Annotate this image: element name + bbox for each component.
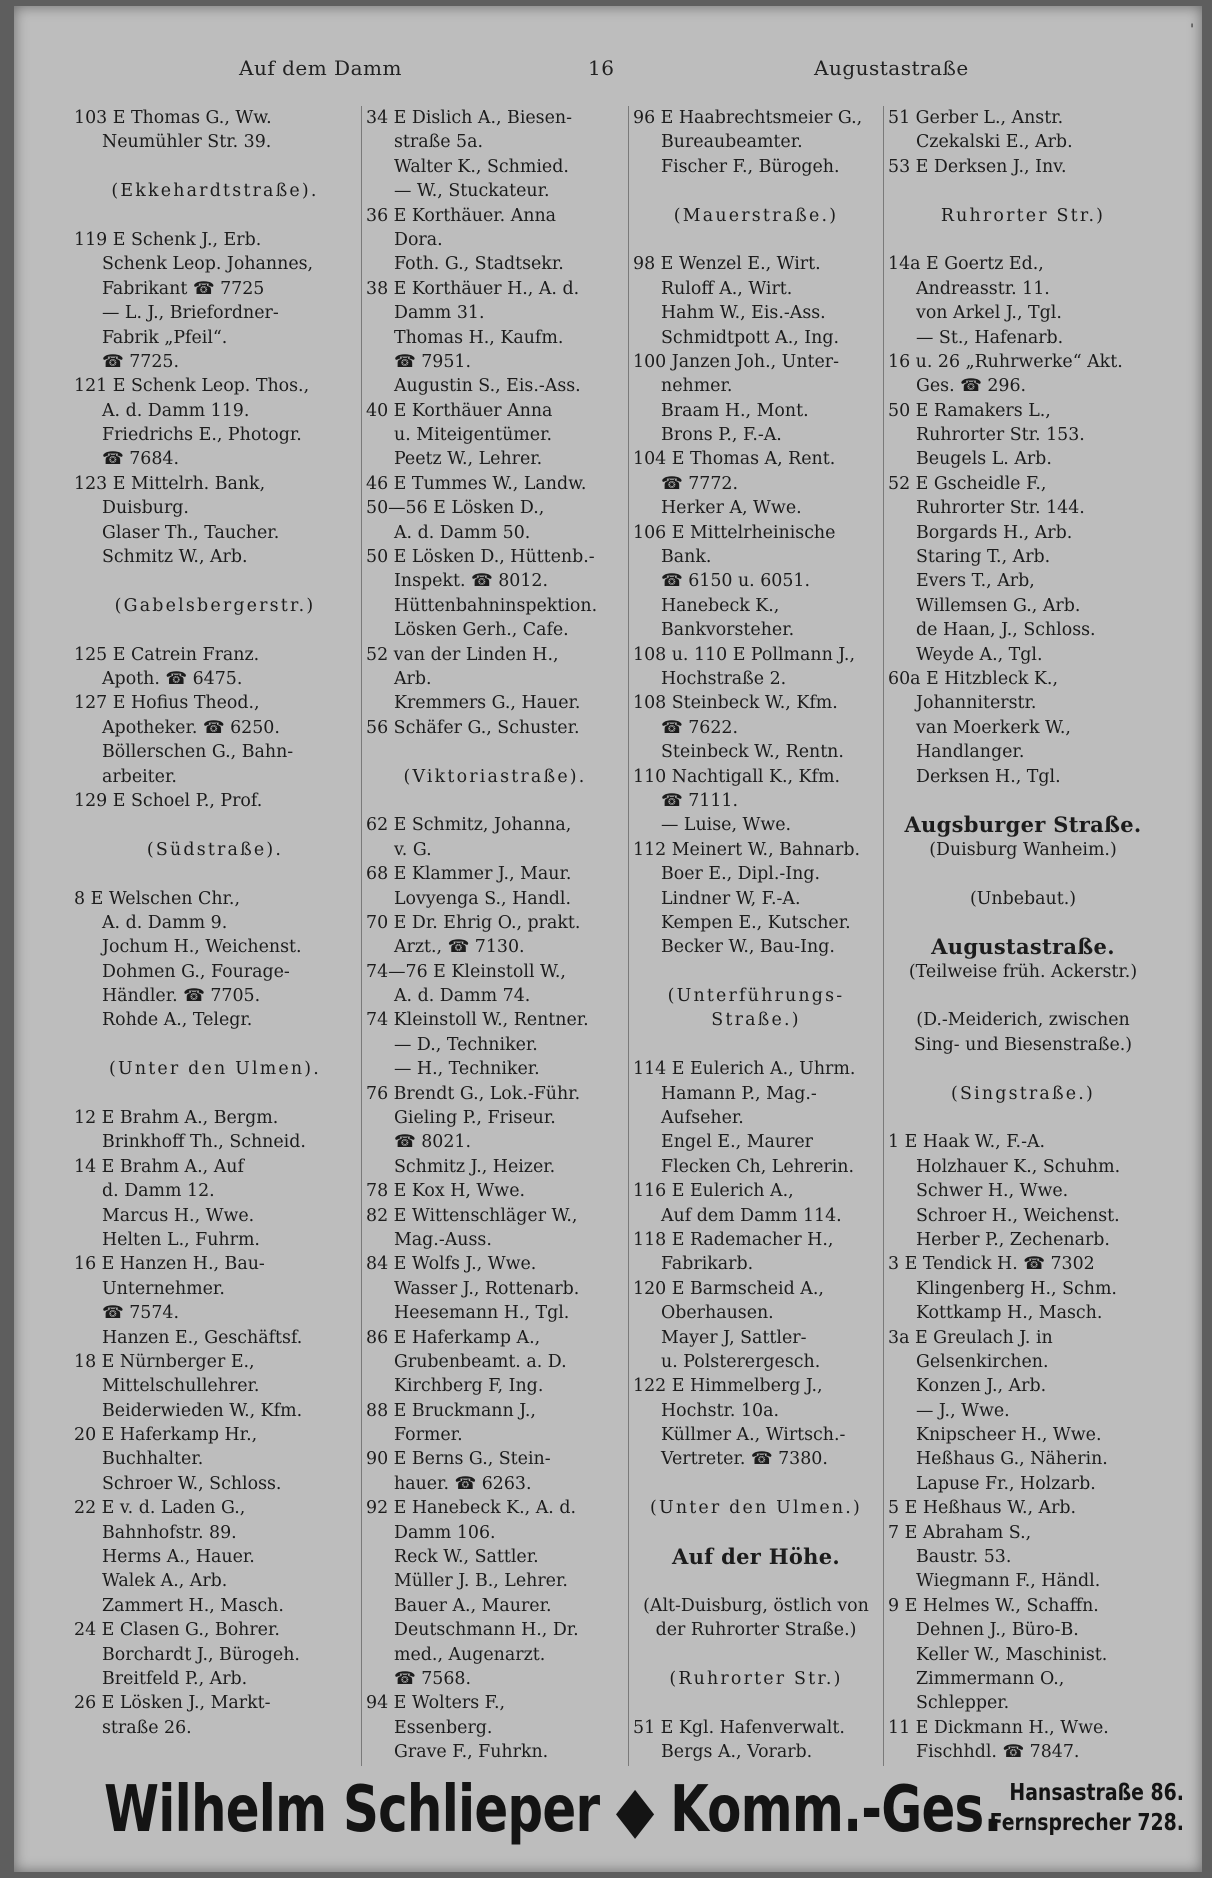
spacer	[633, 179, 879, 203]
entry-line: 70 E Dr. Ehrig O., prakt.	[366, 912, 581, 933]
entry-line: Kempen E., Kutscher.	[661, 912, 851, 933]
spacer	[888, 911, 1158, 935]
entry-line: Vertreter. ☎ 7380.	[661, 1449, 828, 1470]
entry-line: Hahm W., Eis.-Ass.	[661, 303, 826, 324]
entry-line: — St., Hafenarb.	[916, 327, 1064, 348]
entry-line: 14a E Goertz Ed.,	[888, 254, 1044, 275]
entry-line: ☎ 7725.	[102, 351, 179, 372]
column-2	[366, 106, 624, 1766]
entry-line: Kremmers G., Hauer.	[394, 693, 581, 714]
entry-line: Hüttenbahninspektion.	[394, 595, 598, 616]
entry-line: Damm 31.	[394, 303, 485, 324]
entry-line: A. d. Damm 119.	[102, 400, 250, 421]
entry-line: Grave F., Fuhrkn.	[394, 1742, 549, 1763]
entry-line: 53 E Derksen J., Inv.	[888, 156, 1067, 177]
entry-line: nehmer.	[661, 376, 733, 397]
entry-line: 50—56 E Lösken D.,	[366, 498, 545, 519]
entry-line: 123 E Mittelrh. Bank,	[74, 473, 266, 494]
entry-line: Borchardt J., Bürogeh.	[102, 1644, 300, 1665]
entry-line: 60a E Hitzbleck K.,	[888, 668, 1058, 689]
spacer	[633, 1033, 879, 1057]
entry-line: Müller J. B., Lehrer.	[394, 1571, 568, 1592]
cross-street-heading: (Unter den Ulmen).	[108, 1059, 322, 1080]
entry-line: 108 u. 110 E Pollmann J.,	[633, 644, 855, 665]
entry-line: Lindner W, F.-A.	[661, 888, 801, 909]
entry-line: Walek A., Arb.	[102, 1571, 228, 1592]
street-note: (Alt-Duisburg, östlich von	[643, 1595, 869, 1616]
entry-line: A. d. Damm 9.	[102, 912, 228, 933]
entry-line: Wiegmann F., Händl.	[916, 1571, 1101, 1592]
entry-line: 74 Kleinstoll W., Rentner.	[366, 1010, 589, 1031]
entry-line: Former.	[394, 1425, 463, 1446]
entry-line: Ges. ☎ 296.	[916, 376, 1027, 397]
entry-line: Oberhausen.	[661, 1303, 774, 1324]
entry-line: ☎ 7574.	[102, 1303, 179, 1324]
entry-line: Duisburg.	[102, 498, 189, 519]
entry-line: Schmitz W., Arb.	[102, 547, 248, 568]
street-note: (Teilweise früh. Ackerstr.)	[908, 961, 1138, 982]
street-title: Augustastraße.	[931, 934, 1115, 960]
spacer	[888, 1057, 1158, 1081]
entry-line: ☎ 7772.	[661, 473, 738, 494]
entry-line: 52 van der Linden H.,	[366, 644, 559, 665]
column-divider	[628, 106, 629, 1766]
entry-line: Thomas H., Kaufm.	[394, 327, 564, 348]
entry-line: 24 E Clasen G., Bohrer.	[74, 1620, 280, 1641]
entry-line: Fabrikant ☎ 7725	[102, 278, 265, 299]
entry-line: 18 E Nürnberger E.,	[74, 1351, 255, 1372]
cross-street-heading: (Gabelsbergerstr.)	[114, 595, 316, 616]
entry-line: Czekalski E., Arb.	[916, 132, 1073, 153]
entry-line: Mittelschullehrer.	[102, 1376, 260, 1397]
entry-line: 100 Janzen Joh., Unter-	[633, 351, 839, 372]
cross-street-heading: Straße.)	[711, 1010, 801, 1031]
entry-line: Grubenbeamt. a. D.	[394, 1351, 567, 1372]
entry-line: 3a E Greulach J. in	[888, 1327, 1053, 1348]
column-3	[633, 106, 879, 1766]
entry-line: Heesemann H., Tgl.	[394, 1303, 570, 1324]
entry-line: Keller W., Maschinist.	[916, 1644, 1108, 1665]
entry-line: 78 E Kox H, Wwe.	[366, 1181, 526, 1202]
entry-line: Zammert H., Masch.	[102, 1595, 284, 1616]
entry-line: Konzen J., Arb.	[916, 1376, 1047, 1397]
corner-mark: '	[1190, 22, 1194, 38]
entry-line: 127 E Hofius Theod.,	[74, 693, 260, 714]
entry-line: 103 E Thomas G., Ww.	[74, 108, 272, 128]
spacer	[633, 1643, 879, 1667]
entry-line: 122 E Himmelberg J.,	[633, 1376, 823, 1397]
entry-line: u. Miteigentümer.	[394, 425, 552, 446]
entry-line: A. d. Damm 50.	[394, 522, 531, 543]
entry-line: ☎ 8021.	[394, 1132, 471, 1153]
street-note: Sing- und Biesenstraße.)	[913, 1034, 1133, 1055]
entry-line: Dora.	[394, 229, 443, 250]
entry-line: Brinkhoff Th., Schneid.	[102, 1132, 306, 1153]
entry-line: Evers T., Arb,	[916, 571, 1035, 592]
entry-line: van Moerkerk W.,	[916, 717, 1071, 738]
entry-line: Gelsenkirchen.	[916, 1351, 1049, 1372]
entry-line: 121 E Schenk Leop. Thos.,	[74, 376, 310, 397]
spacer	[74, 569, 356, 593]
entry-line: Herker A, Wwe.	[661, 498, 802, 519]
cross-street-heading: Ruhrorter Str.)	[940, 205, 1106, 226]
entry-line: Hochstr. 10a.	[661, 1400, 779, 1421]
entry-line: 118 E Rademacher H.,	[633, 1229, 834, 1250]
entry-line: Johanniterstr.	[916, 693, 1037, 714]
entry-line: d. Damm 12.	[102, 1181, 215, 1202]
spacer	[74, 1740, 356, 1764]
entry-line: 26 E Lösken J., Markt-	[74, 1693, 271, 1714]
entry-line: Becker W., Bau-Ing.	[661, 937, 835, 958]
entry-line: Jochum H., Weichenst.	[102, 937, 302, 958]
entry-line: straße 26.	[102, 1717, 192, 1738]
entry-line: 82 E Wittenschläger W.,	[366, 1205, 578, 1226]
entry-line: 5 E Heßhaus W., Arb.	[888, 1498, 1077, 1519]
spacer	[366, 740, 624, 764]
spacer	[74, 204, 356, 228]
entry-line: Beugels L. Arb.	[916, 449, 1052, 470]
cross-street-heading: (Singstraße.)	[950, 1083, 1095, 1104]
entry-line: straße 5a.	[394, 132, 483, 153]
entry-line: 34 E Dislich A., Biesen-	[366, 108, 572, 128]
entry-line: 110 Nachtigall K., Kfm.	[633, 766, 840, 787]
advertisement	[104, 1774, 1184, 1848]
advertiser-name: Wilhelm Schlieper ◆ Komm.-Ges.	[104, 1773, 1002, 1847]
entry-line: Marcus H., Wwe.	[102, 1205, 255, 1226]
entry-line: Engel E., Maurer	[661, 1132, 813, 1153]
entry-line: Bahnhofstr. 89.	[102, 1522, 237, 1543]
entry-line: Handlanger.	[916, 742, 1025, 763]
entry-line: Foth. G., Stadtsekr.	[394, 254, 564, 275]
cross-street-heading: (Mauerstraße.)	[673, 205, 839, 226]
entry-line: Herms A., Hauer.	[102, 1547, 255, 1568]
entry-line: 46 E Tummes W., Landw.	[366, 473, 587, 494]
entry-line: Arzt., ☎ 7130.	[394, 937, 525, 958]
entry-line: 40 E Korthäuer Anna	[366, 400, 553, 421]
entry-line: hauer. ☎ 6263.	[394, 1473, 532, 1494]
entry-line: 12 E Brahm A., Bergm.	[74, 1108, 279, 1129]
entry-line: 16 u. 26 „Ruhrwerke“ Akt.	[888, 351, 1123, 372]
entry-line: Apoth. ☎ 6475.	[102, 668, 243, 689]
entry-line: Fischhdl. ☎ 7847.	[916, 1742, 1080, 1763]
cross-street-heading: (Südstraße).	[146, 839, 284, 860]
entry-line: Steinbeck W., Rentn.	[661, 742, 844, 763]
entry-line: — Luise, Wwe.	[661, 815, 792, 836]
cross-street-heading: (Unterführungs-	[667, 986, 845, 1007]
spacer	[888, 179, 1158, 203]
entry-line: Fischer F., Bürogeh.	[661, 156, 840, 177]
entry-line: ☎ 7622.	[661, 717, 738, 738]
street-note: (Unbebaut.)	[969, 888, 1077, 909]
spacer	[888, 789, 1158, 813]
directory-page	[14, 6, 1202, 1872]
entry-line: Kirchberg F, Ing.	[394, 1376, 544, 1397]
entry-line: Peetz W., Lehrer.	[394, 449, 543, 470]
page-number: 16	[588, 56, 615, 80]
entry-line: — J., Wwe.	[916, 1400, 1010, 1421]
entry-line: 52 E Gscheidle F.,	[888, 473, 1047, 494]
entry-line: ☎ 7951.	[394, 351, 471, 372]
spacer	[74, 862, 356, 886]
entry-line: 106 E Mittelrheinische	[633, 522, 836, 543]
column-divider	[361, 106, 362, 1766]
entry-line: 38 E Korthäuer H., A. d.	[366, 278, 580, 299]
entry-line: 98 E Wenzel E., Wirt.	[633, 254, 821, 275]
entry-line: 7 E Abraham S.,	[888, 1522, 1032, 1543]
entry-line: Augustin S., Eis.-Ass.	[394, 376, 581, 397]
entry-line: 50 E Lösken D., Hüttenb.-	[366, 547, 595, 568]
entry-line: Schroer H., Weichenst.	[916, 1205, 1120, 1226]
spacer	[888, 862, 1158, 886]
entry-line: — L. J., Briefordner-	[102, 303, 279, 324]
spacer	[888, 1106, 1158, 1130]
entry-line: Brons P., F.-A.	[661, 425, 782, 446]
entry-line: Klingenberg H., Schm.	[916, 1278, 1117, 1299]
spacer	[633, 1569, 879, 1593]
entry-line: 9 E Helmes W., Schaffn.	[888, 1595, 1099, 1616]
entry-line: Hamann P., Mag.-	[661, 1083, 817, 1104]
cross-street-heading: (Ekkehardtstraße).	[111, 181, 319, 202]
cross-street-heading	[74, 1765, 356, 1766]
entry-line: Küllmer A., Wirtsch.-	[661, 1425, 846, 1446]
entry-line: Dohmen G., Fourage-	[102, 961, 290, 982]
entry-line: Auf dem Damm 114.	[661, 1205, 842, 1226]
spacer	[633, 228, 879, 252]
entry-line: 96 E Haabrechtsmeier G.,	[633, 108, 863, 128]
entry-line: 74—76 E Kleinstoll W.,	[366, 961, 566, 982]
entry-line	[366, 1765, 624, 1766]
entry-line: Händler. ☎ 7705.	[102, 986, 261, 1007]
spacer	[633, 1691, 879, 1715]
entry-line: Aufseher.	[661, 1108, 744, 1129]
entry-line: Flecken Ch, Lehrerin.	[661, 1156, 855, 1177]
spacer	[74, 813, 356, 837]
entry-line: 88 E Bruckmann J.,	[366, 1400, 536, 1421]
entry-line: 51 Gerber L., Anstr.	[888, 108, 1064, 128]
entry-line: Zimmermann O.,	[916, 1669, 1065, 1689]
entry-line: Helten L., Fuhrm.	[102, 1229, 260, 1250]
entry-line: Essenberg.	[394, 1717, 493, 1738]
entry-line: Bureaubeamter.	[661, 132, 803, 153]
spacer	[74, 1033, 356, 1057]
entry-line: 1 E Haak W., F.-A.	[888, 1132, 1046, 1153]
entry-line: ☎ 7111.	[661, 790, 738, 811]
entry-line: Boer E., Dipl.-Ing.	[661, 864, 820, 885]
cross-street-heading: (Viktoriastraße).	[403, 766, 587, 787]
advertiser-phone: Fernsprecher 728.	[989, 1810, 1184, 1836]
street-note: (D.-Meiderich, zwischen	[916, 1010, 1130, 1031]
entry-line: 51 E Kgl. Hafenverwalt.	[633, 1717, 845, 1738]
entry-line: Inspekt. ☎ 8012.	[394, 571, 548, 592]
header-right-street: Augustastraße	[814, 56, 969, 80]
entry-line: Schlepper.	[916, 1693, 1010, 1714]
entry-line: Ruloff A., Wirt.	[661, 278, 793, 299]
entry-line: Böllerschen G., Bahn-	[102, 742, 294, 763]
entry-line: Weyde A., Tgl.	[916, 644, 1043, 665]
entry-line: 120 E Barmscheid A.,	[633, 1278, 824, 1299]
entry-line: Reck W., Sattler.	[394, 1547, 539, 1568]
entry-line: 22 E v. d. Laden G.,	[74, 1498, 246, 1519]
entry-line: 104 E Thomas A, Rent.	[633, 449, 836, 470]
spacer	[74, 618, 356, 642]
entry-line: 68 E Klammer J., Maur.	[366, 864, 572, 885]
entry-line: Bauer A., Maurer.	[394, 1595, 552, 1616]
entry-line: Andreasstr. 11.	[916, 278, 1050, 299]
entry-line: Ruhrorter Str. 153.	[916, 425, 1085, 446]
spacer	[633, 1521, 879, 1545]
entry-line: 84 E Wolfs J., Wwe.	[366, 1254, 537, 1275]
entry-line: Herber P., Zechenarb.	[916, 1229, 1110, 1250]
entry-line: 116 E Eulerich A.,	[633, 1181, 794, 1202]
entry-line: Schwer H., Wwe.	[916, 1181, 1069, 1202]
entry-line: de Haan, J., Schloss.	[916, 620, 1096, 641]
entry-line: Rohde A., Telegr.	[102, 1010, 253, 1031]
entry-line: med., Augenarzt.	[394, 1644, 546, 1665]
street-title: Augsburger Straße.	[904, 812, 1142, 838]
entry-line: Hanzen E., Geschäftsf.	[102, 1327, 303, 1348]
entry-line: 11 E Dickmann H., Wwe.	[888, 1717, 1109, 1738]
entry-line: v. G.	[394, 839, 432, 860]
entry-line: Neumühler Str. 39.	[102, 132, 272, 153]
entry-line: 129 E Schoel P., Prof.	[74, 790, 263, 811]
entry-line: ☎ 6150 u. 6051.	[661, 571, 811, 592]
entry-line: Willemsen G., Arb.	[916, 595, 1081, 616]
entry-line: Lovyenga S., Handl.	[394, 888, 572, 909]
entry-line: 114 E Eulerich A., Uhrm.	[633, 1059, 856, 1080]
header-left-street: Auf dem Damm	[239, 56, 402, 80]
entry-line: Arb.	[394, 668, 432, 689]
entry-line: 92 E Hanebeck K., A. d.	[366, 1498, 576, 1519]
entry-line: ☎ 7684.	[102, 449, 179, 470]
entry-line: Apotheker. ☎ 6250.	[102, 717, 280, 738]
entry-line: 62 E Schmitz, Johanna,	[366, 815, 572, 836]
entry-line: ☎ 7568.	[394, 1669, 471, 1689]
entry-line: Bergs A., Vorarb.	[661, 1742, 813, 1763]
entry-line: Schenk Leop. Johannes,	[102, 254, 314, 275]
entry-line: Ruhrorter Str. 144.	[916, 498, 1085, 519]
entry-line: — H., Techniker.	[394, 1059, 540, 1080]
entry-line: 3 E Tendick H. ☎ 7302	[888, 1254, 1095, 1275]
entry-line: Buchhalter.	[102, 1449, 204, 1470]
entry-line: 90 E Berns G., Stein-	[366, 1449, 551, 1470]
entry-line: Schmitz J., Heizer.	[394, 1156, 556, 1177]
entry-line	[633, 1765, 879, 1766]
entry-line: — W., Stuckateur.	[394, 181, 550, 202]
entry-line: Staring T., Arb.	[916, 547, 1051, 568]
entry-line: 50 E Ramakers L.,	[888, 400, 1051, 421]
entry-line: 14 E Brahm A., Auf	[74, 1156, 244, 1177]
entry-line: Gieling P., Friseur.	[394, 1108, 556, 1129]
entry-line: Breitfeld P., Arb.	[102, 1669, 248, 1689]
entry-line: Dehnen J., Büro-B.	[916, 1620, 1079, 1641]
entry-line: u. Polsterergesch.	[661, 1351, 821, 1372]
entry-line: Heßhaus G., Näherin.	[916, 1449, 1108, 1470]
entry-line: Fabrikarb.	[661, 1254, 754, 1275]
entry-line: Schmidtpott A., Ing.	[661, 327, 840, 348]
entry-line: Deutschmann H., Dr.	[394, 1620, 579, 1641]
spacer	[888, 228, 1158, 252]
entry-line: 125 E Catrein Franz.	[74, 644, 260, 665]
entry-line: Kottkamp H., Masch.	[916, 1303, 1103, 1324]
entry-line: 119 E Schenk J., Erb.	[74, 229, 262, 250]
column-1	[74, 106, 356, 1766]
entry-line: A. d. Damm 74.	[394, 986, 531, 1007]
entry-line: 108 Steinbeck W., Kfm.	[633, 693, 838, 714]
entry-line: Baustr. 53.	[916, 1547, 1012, 1568]
entry-line: Lapuse Fr., Holzarb.	[916, 1473, 1096, 1494]
entry-line: Mayer J, Sattler-	[661, 1327, 807, 1348]
street-note: der Ruhrorter Straße.)	[655, 1620, 857, 1641]
advertiser-street: Hansastraße 86.	[1009, 1780, 1184, 1806]
entry-line: 16 E Hanzen H., Bau-	[74, 1254, 265, 1275]
entry-line: Lösken Gerh., Cafe.	[394, 620, 569, 641]
column-4	[888, 106, 1158, 1766]
street-note: (Duisburg Wanheim.)	[929, 839, 1117, 860]
entry-line: 36 E Korthäuer. Anna	[366, 205, 557, 226]
street-title: Auf der Höhe.	[671, 1544, 840, 1570]
entry-line: Borgards H., Arb.	[916, 522, 1073, 543]
spacer	[888, 984, 1158, 1008]
entry-line: Schroer W., Schloss.	[102, 1473, 282, 1494]
entry-line: 76 Brendt G., Lok.-Führ.	[366, 1083, 581, 1104]
entry-line: von Arkel J., Tgl.	[916, 303, 1062, 324]
entry-line: Glaser Th., Taucher.	[102, 522, 280, 543]
spacer	[366, 789, 624, 813]
entry-line: Braam H., Mont.	[661, 400, 809, 421]
entry-line: Friedrichs E., Photogr.	[102, 425, 302, 446]
entry-line: 86 E Haferkamp A.,	[366, 1327, 541, 1348]
entry-line: 112 Meinert W., Bahnarb.	[633, 839, 861, 860]
entry-line: Hanebeck K.,	[661, 595, 780, 616]
cross-street-heading: (Ruhrorter Str.)	[669, 1669, 843, 1689]
entry-line: 94 E Wolters F.,	[366, 1693, 506, 1714]
spacer	[74, 1082, 356, 1106]
column-divider	[883, 106, 884, 1766]
entry-line: Knipscheer H., Wwe.	[916, 1425, 1102, 1446]
entry-line: Derksen H., Tgl.	[916, 766, 1061, 787]
spacer	[633, 1472, 879, 1496]
spacer	[633, 960, 879, 984]
entry-line: arbeiter.	[102, 766, 177, 787]
entry-line: Beiderwieden W., Kfm.	[102, 1400, 303, 1421]
entry-line: 20 E Haferkamp Hr.,	[74, 1425, 258, 1446]
entry-line: 56 Schäfer G., Schuster.	[366, 717, 580, 738]
entry-line: Mag.-Auss.	[394, 1229, 492, 1250]
entry-line: Bank.	[661, 547, 712, 568]
entry-line: — D., Techniker.	[394, 1034, 538, 1055]
entry-line: Hochstraße 2.	[661, 668, 787, 689]
entry-line: Damm 106.	[394, 1522, 496, 1543]
advertiser-address	[990, 1778, 1184, 1838]
cross-street-heading: (Unter den Ulmen.)	[649, 1498, 863, 1519]
entry-line: Fabrik „Pfeil“.	[102, 327, 228, 348]
entry-line: Wasser J., Rottenarb.	[394, 1278, 580, 1299]
entry-line: Bankvorsteher.	[661, 620, 795, 641]
entry-line: 8 E Welschen Chr.,	[74, 888, 240, 909]
entry-line: Holzhauer K., Schuhm.	[916, 1156, 1121, 1177]
spacer	[74, 155, 356, 179]
entry-line: Walter K., Schmied.	[394, 156, 569, 177]
entry-line: Unternehmer.	[102, 1278, 225, 1299]
